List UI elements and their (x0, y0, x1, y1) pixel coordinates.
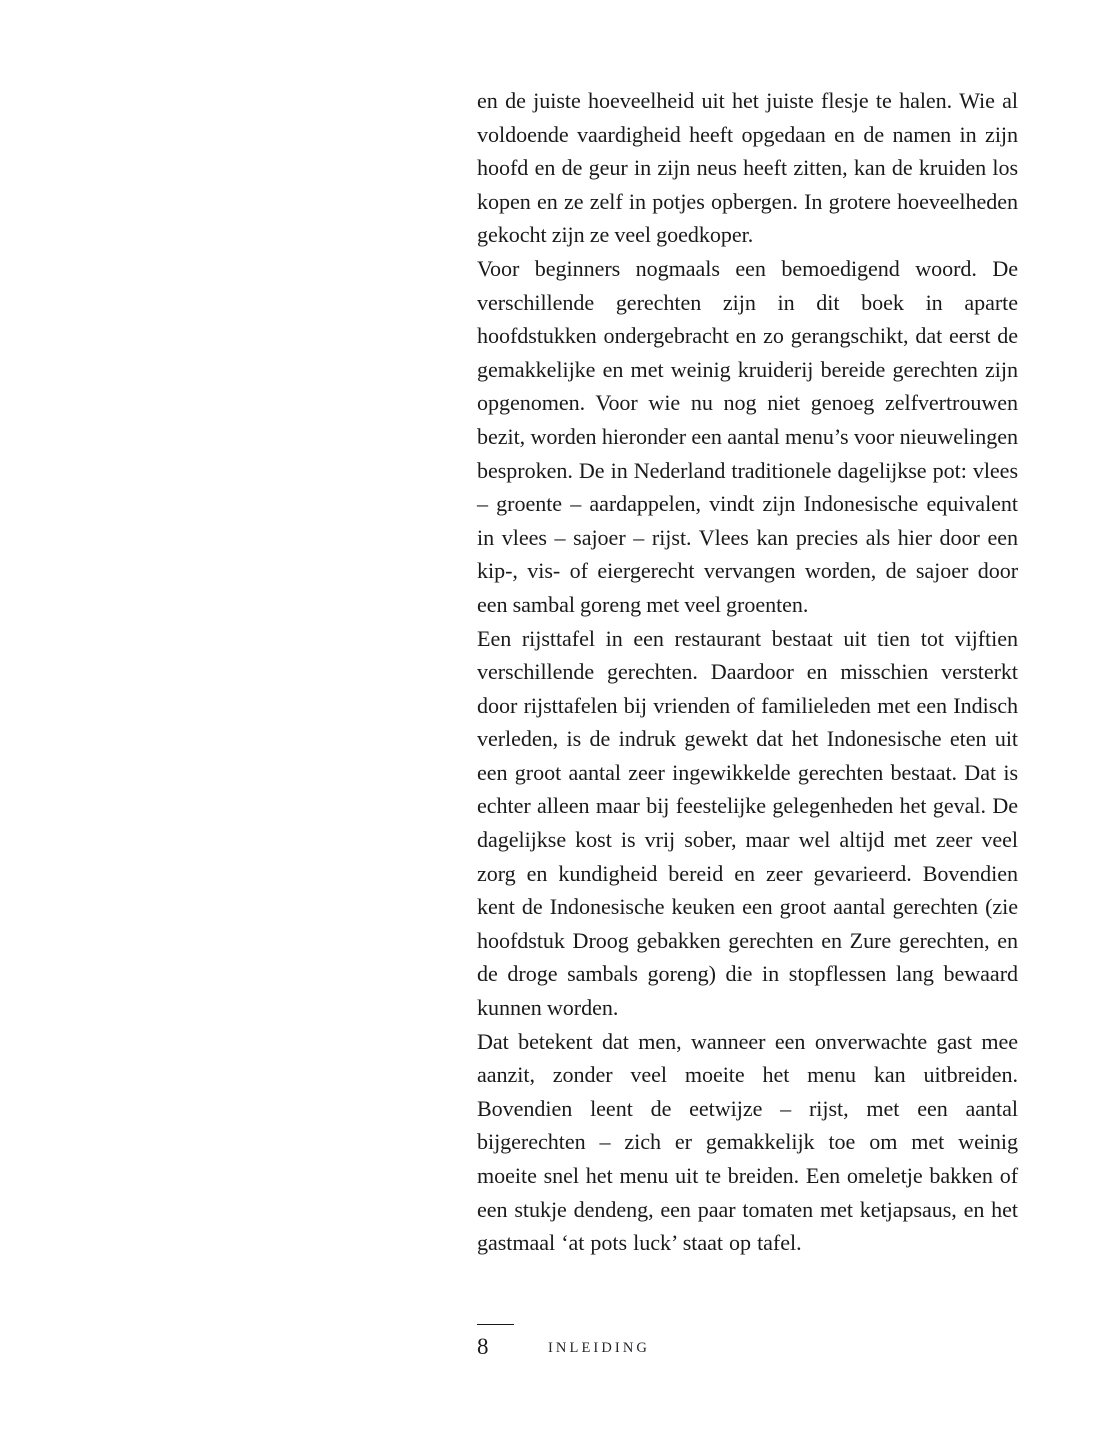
body-paragraph-1: en de juiste hoeveelheid uit het juiste flesje te halen. Wie al voldoende vaardigheid heeft opgedaan en de namen in zijn hoofd en de geur in zijn neus heeft zitten, kan de kruiden los kopen en ze zelf in potjes opbergen. In grotere hoeveelheden gekocht zijn ze veel goedkoper. (477, 88, 1018, 248)
page-number: 8 (477, 1334, 489, 1359)
body-paragraph-4: Dat betekent dat men, wanneer een onverwachte gast mee aanzit, zonder veel moeite het menu kan uitbreiden. Bovendien leent de eetwijze – rijst, met een aantal bijgerechten – zich er gemakkelijk toe om met weinig moeite snel het menu uit te breiden. Een omeletje bakken of een stukje dendeng, een paar tomaten met ketjapsaus, en het gastmaal ‘at pots luck’ staat op tafel. (477, 1028, 1018, 1256)
body-paragraph-3: Een rijsttafel in een restaurant bestaat uit tien tot vijftien verschillende gerechten. Daardoor en misschien versterkt door rijsttafelen bij vrienden of familieleden met een Indisch verleden, is de indruk gewekt dat het Indonesische eten uit een groot aantal zeer ingewikkelde gerechten bestaat. Dat is echter alleen maar bij feestelijke gelegenheden het geval. De dagelijkse kost is vrij sober, maar wel altijd met zeer veel zorg en kundigheid bereid en zeer gevarieerd. Bovendien kent de Indonesische keuken een groot aantal gerechten (zie hoofdstuk Droog gebakken gerechten en Zure gerechten, en de droge sambals goreng) die in stopflessen lang bewaard kunnen worden. (477, 625, 1018, 1021)
body-text-column (477, 84, 1018, 1260)
folio-rule (477, 1324, 514, 1325)
running-head: INLEIDING (548, 1340, 650, 1356)
body-paragraph-2: Voor beginners nogmaals een bemoedigend woord. De verschillende gerechten zijn in dit boek in aparte hoofdstukken ondergebracht en zo gerangschikt, dat eerst de gemakkelijke en met weinig kruiderij bereide gerechten zijn opgenomen. Voor wie nu nog niet genoeg zelfvertrouwen bezit, worden hieronder een aantal menu’s voor nieuwelingen besproken. De in Nederland traditionele dagelijkse pot: vlees – groente – aardappelen, vindt zijn Indonesische equivalent in vlees – sajoer – rijst. Vlees kan precies als hier door een kip-, vis- of eiergerecht vervangen worden, de sajoer door een sambal goreng met veel groenten. (477, 255, 1018, 617)
page-footer (477, 1316, 1018, 1376)
